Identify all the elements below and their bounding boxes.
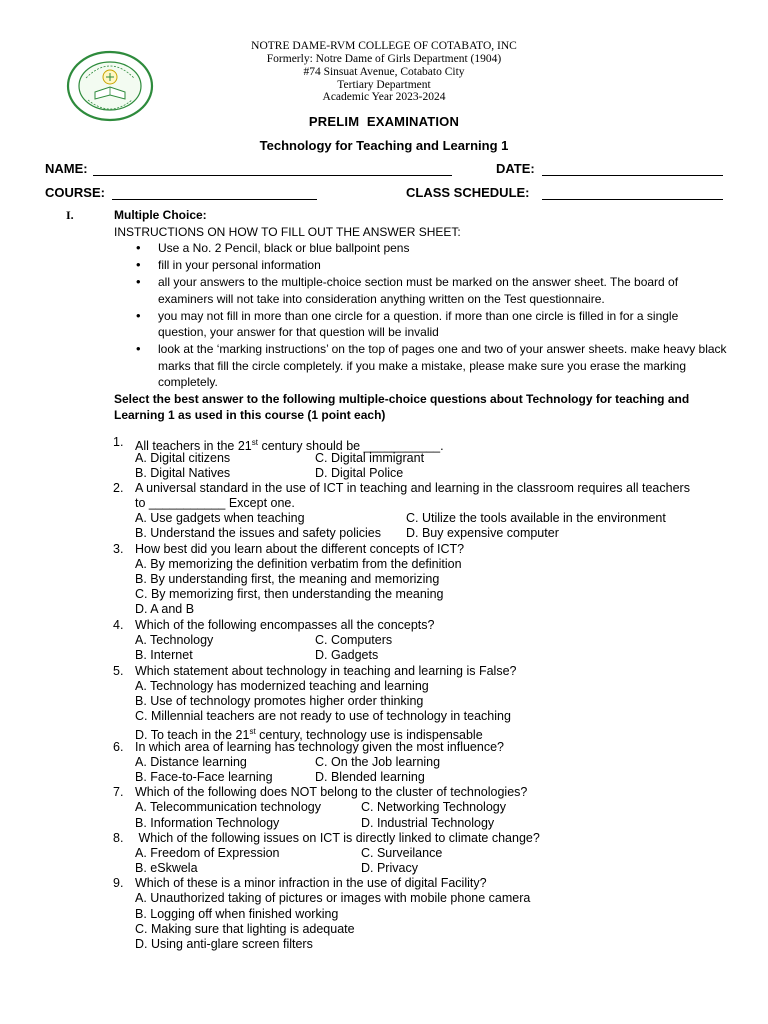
question-text-continued: to ___________ Except one.: [135, 496, 295, 510]
instruction-item: • all your answers to the multiple-choice section must be marked on the answer sheet. The board of examiners will not take into consideration anything written on the Test questionnaire.: [158, 274, 728, 307]
question-number: 2.: [113, 481, 124, 495]
option-a: A. Telecommunication technology: [135, 800, 321, 814]
option-c: C. Digital immigrant: [315, 451, 425, 465]
option-c: C. Making sure that lighting is adequate: [135, 922, 355, 936]
option-c: C. On the Job learning: [315, 755, 441, 769]
option-a: A. Digital citizens: [135, 451, 231, 465]
instruction-list: [158, 240, 728, 391]
question-text: In which area of learning has technology given the most influence?: [135, 740, 504, 754]
option-c: C. Computers: [315, 633, 393, 647]
question-number: 9.: [113, 876, 124, 890]
option-a: A. Unauthorized taking of pictures or images with mobile phone camera: [135, 891, 531, 905]
question-number: 6.: [113, 740, 124, 754]
college-former-name: Formerly: Notre Dame of Girls Department (1904): [266, 53, 502, 65]
name-field[interactable]: [93, 175, 452, 176]
course-label: COURSE:: [45, 185, 105, 200]
question-number: 3.: [113, 542, 124, 556]
option-c: C. Utilize the tools available in the environment: [406, 511, 666, 525]
option-b: B. Internet: [135, 648, 193, 662]
question-text: Which statement about technology in teaching and learning is False?: [135, 664, 517, 678]
question-text: How best did you learn about the different concepts of ICT?: [135, 542, 465, 556]
instruction-item: • look at the ‘marking instructions’ on the top of pages one and two of your answer sheets. make heavy black marks that fill the circle completely. if you make a mistake, please make sure you erase the marking completely.: [158, 341, 728, 391]
option-a: A. Technology: [135, 633, 214, 647]
option-a: A. Technology has modernized teaching and learning: [135, 679, 429, 693]
section-number: I.: [66, 208, 74, 222]
option-d: D. Buy expensive computer: [406, 526, 559, 540]
option-c: C. Surveilance: [361, 846, 443, 860]
department-name: Tertiary Department: [337, 79, 431, 91]
option-d: D. Using anti-glare screen filters: [135, 937, 313, 951]
course-field[interactable]: [112, 199, 317, 200]
instruction-item: • Use a No. 2 Pencil, black or blue ballpoint pens: [158, 240, 728, 257]
option-b: B. By understanding first, the meaning and memorizing: [135, 572, 440, 586]
option-a: A. Use gadgets when teaching: [135, 511, 305, 525]
academic-year: Academic Year 2023-2024: [322, 91, 446, 103]
option-b: B. Information Technology: [135, 816, 280, 830]
college-name: NOTRE DAME-RVM COLLEGE OF COTABATO, INC: [251, 40, 517, 52]
option-d: D. Digital Police: [315, 466, 404, 480]
question-number: 7.: [113, 785, 124, 799]
option-a: A. Distance learning: [135, 755, 247, 769]
date-label: DATE:: [496, 161, 535, 176]
option-b: B. Digital Natives: [135, 466, 231, 480]
class-schedule-label: CLASS SCHEDULE:: [406, 185, 530, 200]
option-d: D. Blended learning: [315, 770, 425, 784]
question-number: 5.: [113, 664, 124, 678]
question-number: 1.: [113, 435, 124, 449]
option-d: D. Industrial Technology: [361, 816, 495, 830]
option-c: C. By memorizing first, then understanding the meaning: [135, 587, 444, 601]
option-b: B. Use of technology promotes higher order thinking: [135, 694, 424, 708]
section-title: Multiple Choice:: [114, 208, 207, 222]
exam-title: PRELIM EXAMINATION: [308, 114, 460, 129]
directions-text: Select the best answer to the following multiple-choice questions about Technology for teaching and Learning 1 as used in this course (1 point each): [114, 392, 690, 422]
question-number: 8.: [113, 831, 124, 845]
option-d: D. Privacy: [361, 861, 418, 875]
option-b: B. Understand the issues and safety policies: [135, 526, 381, 540]
option-b: B. eSkwela: [135, 861, 198, 875]
option-c: C. Millennial teachers are not ready to use of technology in teaching: [135, 709, 511, 723]
question-text: A universal standard in the use of ICT in teaching and learning in the classroom requires all teachers: [135, 481, 690, 495]
option-a: A. By memorizing the definition verbatim from the definition: [135, 557, 462, 571]
exam-subject: Technology for Teaching and Learning 1: [259, 138, 509, 153]
instruction-item: • you may not fill in more than one circle for a question. if more than one circle is filled in for a single question, your answer for that question will be invalid: [158, 308, 728, 341]
class-schedule-field[interactable]: [542, 199, 723, 200]
question-text: Which of the following encompasses all the concepts?: [135, 618, 435, 632]
option-b: B. Face-to-Face learning: [135, 770, 273, 784]
option-a: A. Freedom of Expression: [135, 846, 280, 860]
option-b: B. Logging off when finished working: [135, 907, 339, 921]
option-c: C. Networking Technology: [361, 800, 506, 814]
question-text: Which of these is a minor infraction in the use of digital Facility?: [135, 876, 487, 890]
question-text: All teachers in the 21st century should be ___________.: [135, 438, 444, 454]
option-d: D. A and B: [135, 602, 195, 616]
date-field[interactable]: [542, 175, 723, 176]
question-number: 4.: [113, 618, 124, 632]
name-label: NAME:: [45, 161, 88, 176]
option-d: D. To teach in the 21st century, technology use is indispensable: [135, 727, 483, 743]
question-text: Which of the following issues on ICT is directly linked to climate change?: [135, 831, 540, 845]
option-d: D. Gadgets: [315, 648, 379, 662]
college-address: #74 Sinsuat Avenue, Cotabato City: [303, 66, 465, 78]
instruction-item: • fill in your personal information: [158, 257, 728, 274]
instructions-heading: INSTRUCTIONS ON HOW TO FILL OUT THE ANSWER SHEET:: [114, 225, 461, 239]
question-text: Which of the following does NOT belong to the cluster of technologies?: [135, 785, 528, 799]
